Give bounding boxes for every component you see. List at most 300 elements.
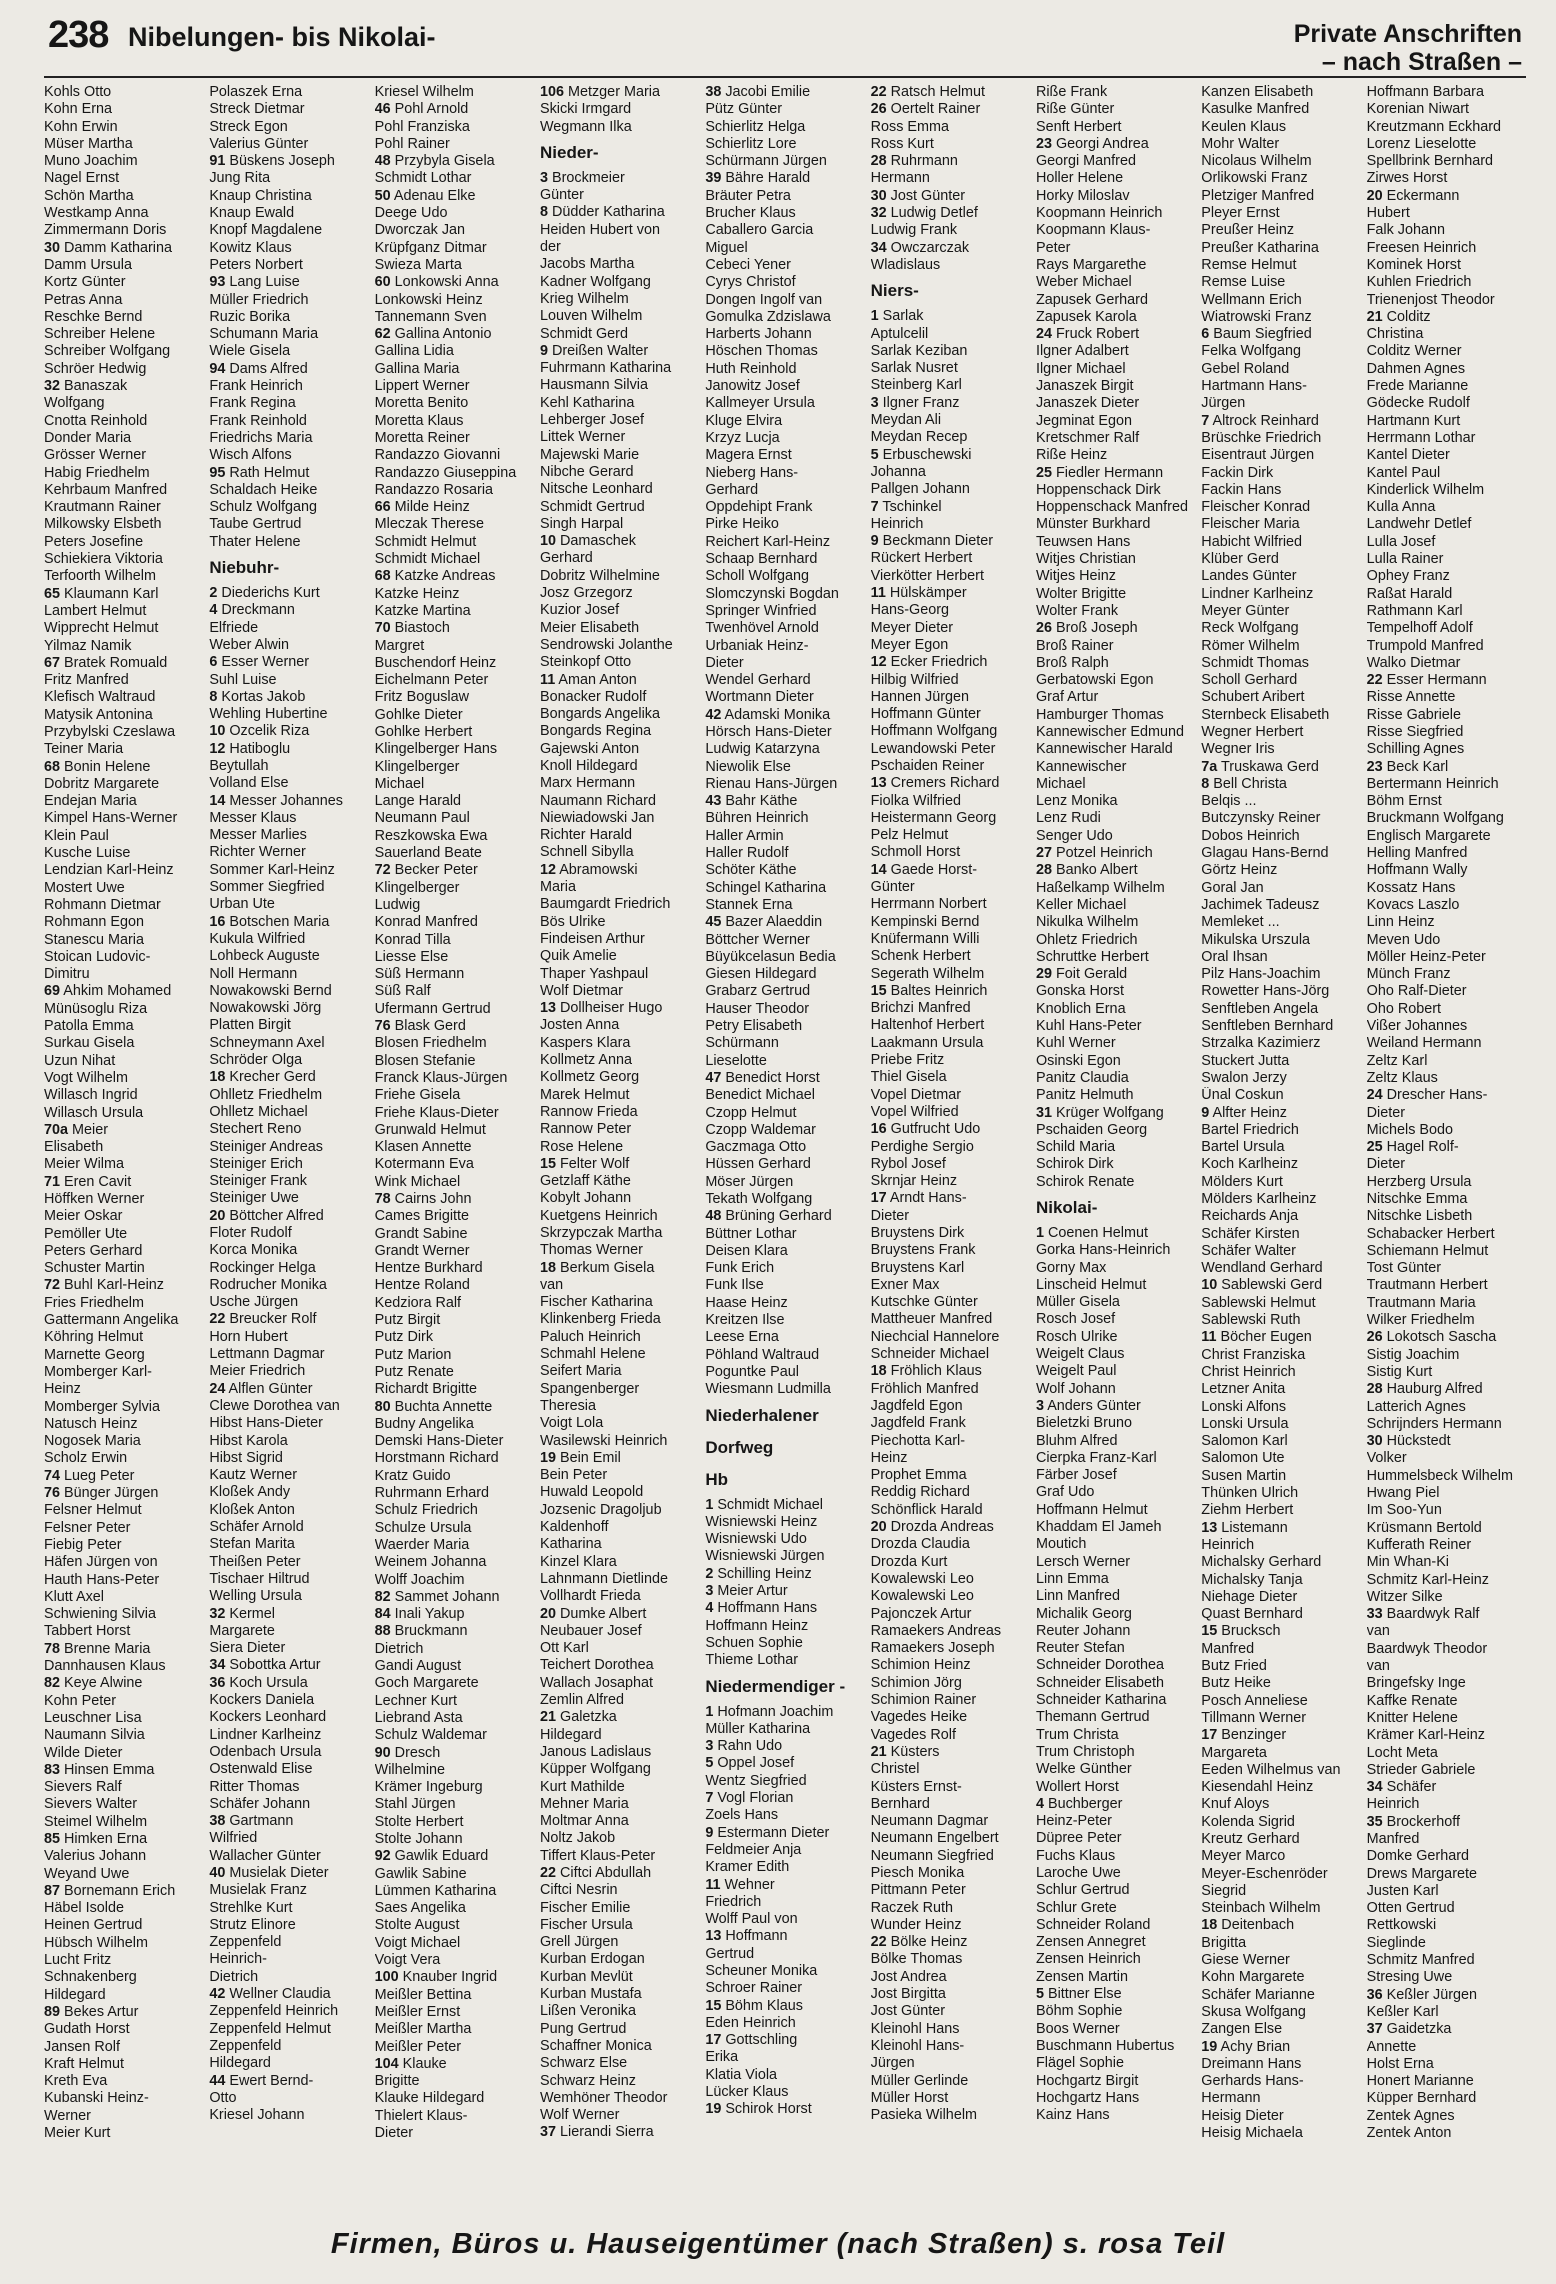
resident-entry: Mölders Kurt [1201, 1173, 1283, 1190]
resident-entry: Schwiening Silvia [44, 1606, 156, 1623]
resident-entry: 42 Adamski Monika [705, 706, 831, 723]
resident-entry: Putz Renate [374, 1363, 454, 1380]
resident-entry: 1 Coenen Helmut [1035, 1225, 1148, 1241]
resident-entry: Heiden Hubert von [539, 221, 660, 238]
resident-entry: Kohn Margarete [1201, 1969, 1305, 1986]
resident-entry: 50 Adenau Elke [374, 187, 476, 204]
resident-entry: Blosen Friedhelm [374, 1035, 487, 1052]
resident-entry: Hibst Sigrid [209, 1449, 283, 1466]
resident-entry: Vogt Wilhelm [44, 1069, 128, 1086]
resident-entry: Volker [1366, 1450, 1407, 1467]
resident-entry: Kinderlick Wilhelm [1366, 481, 1485, 498]
resident-entry: Michalik Georg [1035, 1605, 1132, 1622]
resident-entry: Wink Michael [374, 1173, 461, 1190]
resident-entry: Hartmann Kurt [1366, 412, 1461, 429]
resident-entry: Konrad Manfred [374, 914, 478, 931]
resident-entry: Zensen Heinrich [1035, 1951, 1141, 1968]
resident-entry: 9 Dreißen Walter [539, 342, 649, 359]
house-number: 11 [870, 585, 886, 602]
resident-entry: Pemöller Ute [44, 1225, 128, 1242]
resident-entry: Zimmermann Doris [44, 222, 167, 239]
house-number: 12 [870, 654, 887, 671]
house-number: 5 [1035, 1986, 1044, 2003]
resident-entry: Gerhard [705, 481, 759, 498]
resident-entry: Tabbert Horst [44, 1623, 131, 1640]
resident-entry: Baumgardt Friedrich [539, 896, 671, 913]
resident-entry: Hildegard [539, 1726, 602, 1743]
resident-entry: Krüsmann Bertold [1366, 1519, 1482, 1536]
resident-entry: Schubert Aribert [1201, 689, 1305, 706]
resident-entry: Ünal Coskun [1201, 1087, 1284, 1104]
resident-entry: Butz Fried [1201, 1658, 1267, 1675]
resident-entry: Jung Rita [209, 170, 271, 187]
house-number: 69 [44, 983, 61, 1000]
resident-entry: Willasch Ursula [44, 1104, 144, 1121]
resident-entry: Peters Josefine [44, 533, 144, 550]
house-number: 37 [1366, 2021, 1383, 2038]
resident-entry: Zapusek Gerhard [1035, 291, 1148, 308]
house-number: 16 [209, 913, 226, 930]
resident-entry: van [1366, 1658, 1390, 1675]
resident-entry: Paluch Heinrich [539, 1328, 641, 1345]
resident-entry: Meier Wilma [44, 1156, 124, 1173]
resident-entry: Bruystens Frank [870, 1242, 976, 1259]
resident-entry: Gorny Max [1035, 1259, 1107, 1276]
resident-entry: 91 Büskens Joseph [209, 153, 335, 170]
resident-entry: Remse Luise [1201, 274, 1286, 291]
resident-entry: Eeden Wilhelmus van [1201, 1761, 1341, 1778]
house-number: 28 [1366, 1381, 1383, 1398]
resident-entry: 12 Hatiboglu [209, 740, 291, 757]
resident-entry: Ott Karl [539, 1640, 589, 1657]
header-rule [44, 76, 1526, 78]
resident-entry: Knoblich Erna [1035, 1000, 1126, 1017]
resident-entry: Zeppenfeld Helmut [209, 2020, 331, 2037]
resident-entry: 44 Ewert Bernd- [209, 2072, 314, 2089]
resident-entry: Haltenhof Herbert [870, 1017, 985, 1034]
resident-entry: Münch Franz [1366, 966, 1451, 983]
resident-entry: 60 Lonkowski Anna [374, 274, 499, 291]
resident-entry: Josten Anna [539, 1017, 620, 1034]
directory-column [209, 84, 373, 2202]
resident-entry: Springer Winfried [705, 602, 817, 619]
resident-entry: Schnakenberg [44, 1969, 137, 1986]
resident-entry: Mattheuer Manfred [870, 1311, 993, 1328]
resident-entry: Pütz Günter [705, 101, 783, 118]
resident-entry: Färber Josef [1035, 1467, 1117, 1484]
resident-entry: Schmidt Lothar [374, 170, 472, 187]
resident-entry: Randazzo Rosaria [374, 481, 494, 498]
resident-entry: Dieter [1366, 1104, 1406, 1121]
resident-entry: van [1366, 1623, 1390, 1640]
resident-entry: Petry Elisabeth [705, 1018, 803, 1035]
resident-entry: Bruystens Karl [870, 1259, 965, 1276]
resident-entry: Bongards Angelika [539, 706, 660, 723]
resident-entry: Keller Michael [1035, 896, 1127, 913]
resident-entry: Nitsche Leonhard [539, 481, 653, 498]
house-number: 1 [1035, 1225, 1044, 1241]
resident-entry: Zentek Anton [1366, 2125, 1452, 2142]
resident-entry: Schmidt Michael [374, 551, 481, 568]
resident-entry: Getzlaff Käthe [539, 1173, 631, 1190]
resident-entry: 14 Gaede Horst- [870, 861, 978, 878]
resident-entry: Littek Werner [539, 429, 626, 446]
resident-entry: 72 Becker Peter [374, 862, 478, 879]
house-number: 1 [705, 1703, 714, 1720]
resident-entry: Müller Katharina [705, 1720, 811, 1737]
resident-entry: Lenz Monika [1035, 793, 1118, 810]
resident-entry: Laakmann Ursula [870, 1034, 984, 1051]
resident-entry: Wellmann Erich [1201, 291, 1302, 308]
resident-entry: Schirok Dirk [1035, 1156, 1114, 1173]
resident-entry: Sauerland Beate [374, 845, 482, 862]
resident-entry: 14 Messer Johannes [209, 792, 343, 809]
resident-entry: Sarlak Keziban [870, 342, 968, 359]
house-number: 3 [705, 1583, 714, 1600]
house-number: 62 [374, 326, 391, 343]
house-number: 30 [1366, 1433, 1383, 1450]
resident-entry: 48 Brüning Gerhard [705, 1208, 832, 1225]
resident-entry: Liebrand Asta [374, 1709, 463, 1726]
resident-entry: Gerbatowski Egon [1035, 672, 1154, 689]
house-number: 32 [209, 1605, 226, 1622]
resident-entry: Hartmann Hans- [1201, 378, 1307, 395]
resident-entry: Süß Hermann [374, 966, 465, 983]
resident-entry: Kohn Erna [44, 101, 113, 118]
resident-entry: Bös Ulrike [539, 913, 606, 930]
house-number: 22 [1366, 672, 1383, 689]
resident-entry: 30 Hückstedt [1366, 1433, 1451, 1450]
resident-entry: Ciftci Nesrin [539, 1882, 618, 1899]
house-number: 92 [374, 1848, 391, 1865]
resident-entry: Wemhöner Theodor [539, 2089, 668, 2106]
resident-entry: Trautmann Maria [1366, 1294, 1476, 1311]
resident-entry: Segerath Wilhelm [870, 965, 985, 982]
resident-entry: Usche Jürgen [209, 1294, 299, 1311]
resident-entry: Haller Rudolf [705, 845, 789, 862]
resident-entry: 30 Jost Günter [870, 187, 966, 204]
resident-entry: Valerius Johann [44, 1848, 147, 1865]
resident-entry: 25 Hagel Rolf- [1366, 1139, 1459, 1156]
resident-entry: 4 Hoffmann Hans [705, 1600, 818, 1617]
resident-entry: Dobritz Margarete [44, 775, 160, 792]
resident-entry: 1 Hofmann Joachim [705, 1703, 834, 1720]
house-number: 32 [870, 205, 887, 222]
resident-entry: Steimel Wilhelm [44, 1813, 148, 1830]
resident-entry: Neubauer Josef [539, 1622, 642, 1639]
resident-entry: Seifert Maria [539, 1363, 622, 1380]
house-number: 47 [705, 1069, 722, 1086]
resident-entry: Zemlin Alfred [539, 1692, 624, 1709]
resident-entry: Nogosek Maria [44, 1433, 141, 1450]
resident-entry: Wegner Iris [1201, 741, 1275, 758]
resident-entry: Sistig Joachim [1366, 1346, 1460, 1363]
resident-entry: 18 Fröhlich Klaus [870, 1363, 982, 1380]
resident-entry: Patolla Emma [44, 1018, 134, 1035]
resident-entry: Kautz Werner [209, 1467, 298, 1484]
resident-entry: Kowalewski Leo [870, 1570, 974, 1587]
resident-entry: 32 Kermel [209, 1605, 275, 1622]
resident-entry: Taube Gertrud [209, 516, 302, 533]
house-number: 16 [870, 1121, 887, 1138]
resident-entry: Schabacker Herbert [1366, 1225, 1495, 1242]
house-number: 28 [870, 153, 887, 170]
house-number: 37 [539, 2124, 556, 2141]
resident-entry: Hans-Georg [870, 602, 950, 619]
resident-entry: 32 Ludwig Detlef [870, 205, 978, 222]
resident-entry: Kiesendahl Heinz [1201, 1779, 1314, 1796]
resident-entry: 38 Gartmann [209, 1813, 294, 1830]
resident-entry: Posch Anneliese [1201, 1692, 1308, 1709]
resident-entry: Bruckmann Wolfgang [1366, 810, 1504, 827]
resident-entry: Lange Harald [374, 793, 462, 810]
resident-entry: Skrnjar Heinz [870, 1173, 958, 1190]
house-number: 23 [1366, 758, 1383, 775]
resident-entry: Richter Werner [209, 844, 306, 861]
house-number: 9 [1201, 1104, 1210, 1121]
resident-entry: Voigt Vera [374, 1952, 441, 1969]
resident-entry: Kantel Paul [1366, 464, 1441, 481]
house-number: 33 [1366, 1606, 1383, 1623]
resident-entry: Fackin Hans [1201, 481, 1282, 498]
resident-entry: Koch Karlheinz [1201, 1156, 1299, 1173]
resident-entry: Kurban Erdogan [539, 1951, 645, 1968]
resident-entry: 45 Bazer Alaeddin [705, 914, 823, 931]
resident-entry: 13 Cremers Richard [870, 775, 1000, 792]
resident-entry: 11 Wehner [705, 1876, 775, 1893]
resident-entry: Georgi Manfred [1035, 153, 1136, 170]
resident-entry: Ohlletz Michael [209, 1103, 308, 1120]
resident-entry: Grabarz Gertrud [705, 983, 811, 1000]
house-number: 22 [870, 1934, 887, 1951]
resident-entry: Gomulka Zdzislawa [705, 308, 831, 325]
house-number: 34 [209, 1657, 226, 1674]
resident-entry: Kollmetz Anna [539, 1052, 632, 1069]
resident-entry: Keulen Klaus [1201, 118, 1287, 135]
resident-entry: Glagau Hans-Bernd [1201, 845, 1329, 862]
resident-entry: Reuter Johann [1035, 1622, 1131, 1639]
resident-entry: Lücker Klaus [705, 2084, 789, 2101]
resident-entry: Höschen Thomas [705, 343, 818, 360]
resident-entry: Schenk Herbert [870, 948, 971, 965]
resident-entry: Richter Harald [539, 827, 632, 844]
house-number: 8 [209, 688, 218, 705]
resident-entry: Ramaekers Andreas [870, 1622, 1002, 1639]
resident-entry: Oppdehipt Frank [705, 499, 813, 516]
resident-entry: Meißler Ernst [374, 2003, 461, 2020]
resident-entry: Klutt Axel [44, 1588, 104, 1605]
resident-entry: Preußer Katharina [1201, 239, 1319, 256]
resident-entry: 15 Böhm Klaus [705, 1997, 803, 2014]
resident-entry: Gallina Lidia [374, 343, 454, 360]
resident-entry: 84 Inali Yakup [374, 1606, 465, 1623]
resident-entry: 3 Anders Günter [1035, 1397, 1141, 1414]
resident-entry: Riße Frank [1035, 84, 1108, 100]
resident-entry: Schwarz Heinz [539, 2072, 636, 2089]
resident-entry: Herzberg Ursula [1366, 1173, 1472, 1190]
resident-entry: Jozsenic Dragoljub [539, 1501, 662, 1518]
resident-entry: Stolte Herbert [374, 1813, 464, 1830]
resident-entry: Peter [1035, 239, 1071, 256]
house-number: 66 [374, 499, 391, 516]
house-number: 35 [1366, 1813, 1383, 1830]
resident-entry: Günter [539, 187, 584, 204]
resident-entry: Huth Reinhold [705, 360, 797, 377]
resident-entry: Exner Max [870, 1276, 940, 1293]
resident-entry: Thiel Gisela [870, 1069, 947, 1086]
resident-entry: Ostenwald Elise [209, 1761, 313, 1778]
resident-entry: Kufferath Reiner [1366, 1536, 1472, 1553]
resident-entry: Goral Jan [1201, 879, 1264, 896]
house-number: 1 [705, 1496, 714, 1513]
resident-entry: Hoffmann Helmut [1035, 1501, 1148, 1518]
resident-entry: Klingelberger [374, 758, 460, 775]
resident-entry: Stresing Uwe [1366, 1969, 1453, 1986]
resident-entry: Brüschke Friedrich [1201, 429, 1322, 446]
resident-entry: 19 Schirok Horst [705, 2101, 812, 2118]
resident-entry: Laroche Uwe [1035, 1864, 1121, 1881]
resident-entry: Rannow Frieda [539, 1103, 638, 1120]
resident-entry: 11 Böcher Eugen [1201, 1329, 1312, 1346]
resident-entry: Stanescu Maria [44, 931, 144, 948]
resident-entry: Meyer Dieter [870, 619, 954, 636]
resident-entry: Schlur Gertrud [1035, 1882, 1130, 1899]
resident-entry: Gohlke Dieter [374, 706, 463, 723]
resident-entry: Jansen Rolf [44, 2038, 120, 2055]
house-number: 26 [1366, 1329, 1383, 1346]
house-number: 25 [1366, 1139, 1383, 1156]
house-number: 74 [44, 1467, 61, 1484]
house-number: 10 [1201, 1277, 1218, 1294]
house-number: 22 [539, 1864, 556, 1881]
resident-entry: Josz Grzegorz [539, 585, 633, 602]
resident-entry: Schulz Wolfgang [209, 499, 318, 516]
resident-entry: Moretta Reiner [374, 429, 470, 446]
house-number: 26 [870, 101, 887, 118]
resident-entry: Habicht Wilfried [1201, 533, 1303, 550]
house-number: 9 [539, 342, 548, 359]
resident-entry: Schreiber Wolfgang [44, 343, 171, 360]
directory-column [44, 84, 208, 2202]
resident-entry: Schild Maria [1035, 1139, 1116, 1156]
resident-entry: 17 Arndt Hans- [870, 1190, 967, 1207]
resident-entry: Fuhrmann Katharina [539, 360, 672, 377]
resident-entry: Raczek Ruth [870, 1899, 954, 1916]
resident-entry: Heisig Michaela [1201, 2125, 1303, 2142]
resident-entry: Marx Hermann [539, 775, 636, 792]
resident-entry: Tempelhoff Adolf [1366, 620, 1473, 637]
resident-entry: Pelz Helmut [870, 827, 949, 844]
resident-entry: Knuf Aloys [1201, 1796, 1270, 1813]
resident-entry: Rohmann Dietmar [44, 896, 161, 913]
resident-entry: Cierpka Franz-Karl [1035, 1449, 1157, 1466]
resident-entry: Kleinohl Hans [870, 2020, 960, 2037]
resident-entry: Kuhl Werner [1035, 1035, 1116, 1052]
resident-entry: 24 Alflen Günter [209, 1380, 313, 1397]
resident-entry: Kraft Helmut [44, 2055, 124, 2072]
house-number: 4 [209, 602, 218, 619]
resident-entry: Rückert Herbert [870, 550, 973, 567]
house-number: 20 [209, 1207, 226, 1224]
resident-entry: Lonkowski Heinz [374, 291, 483, 308]
resident-entry: Schiekiera Viktoria [44, 551, 163, 568]
resident-entry: Janaszek Birgit [1035, 378, 1134, 395]
resident-entry: Büyükcelasun Bedia [705, 948, 836, 965]
resident-entry: 94 Dams Alfred [209, 360, 308, 377]
resident-entry: Brichzi Manfred [870, 1000, 971, 1017]
resident-entry: 3 Brockmeier [539, 169, 625, 186]
resident-entry: Nowakowski Jörg [209, 1000, 322, 1017]
resident-entry: Trum Christoph [1035, 1743, 1135, 1760]
resident-entry: Deisen Klara [705, 1242, 788, 1259]
resident-entry: Kantel Dieter [1366, 447, 1450, 464]
resident-entry: Janous Ladislaus [539, 1743, 652, 1760]
resident-entry: 2 Schilling Heinz [705, 1565, 812, 1582]
resident-entry: 37 Lierandi Sierra [539, 2124, 654, 2141]
resident-entry: Fiebig Peter [44, 1536, 122, 1553]
resident-entry: Fröhlich Manfred [870, 1380, 979, 1397]
resident-entry: Scholl Wolfgang [705, 568, 810, 585]
resident-entry: Gaczmaga Otto [705, 1139, 807, 1156]
resident-entry: Böhm Sophie [1035, 2003, 1123, 2020]
resident-entry: Wolf Johann [1035, 1380, 1116, 1397]
resident-entry: Wolff Paul von [705, 1911, 798, 1928]
resident-entry: Prophet Emma [870, 1467, 967, 1484]
resident-entry: Ludwig [374, 896, 421, 913]
resident-entry: Kloßek Anton [209, 1501, 295, 1518]
resident-entry: Panitz Claudia [1035, 1069, 1129, 1086]
house-number: 100 [374, 1969, 399, 1986]
resident-entry: Senft Herbert [1035, 118, 1122, 135]
directory-column [1036, 84, 1200, 2202]
resident-entry: Höffken Werner [44, 1191, 145, 1207]
resident-entry: Lulla Josef [1366, 533, 1436, 550]
resident-entry: Korenian Niwart [1366, 101, 1470, 118]
house-number: 6 [1201, 326, 1210, 343]
resident-entry: Dobos Heinrich [1201, 827, 1300, 844]
directory-column [540, 84, 704, 2202]
resident-entry: Lippert Werner [374, 378, 470, 395]
resident-entry: Haßelkamp Wilhelm [1035, 879, 1165, 896]
resident-entry: 18 Krecher Gerd [209, 1069, 316, 1086]
resident-entry: Scholz Erwin [44, 1450, 128, 1467]
house-number: 32 [44, 378, 61, 395]
resident-entry: Niewolik Else [705, 758, 791, 775]
house-number: 2 [209, 585, 218, 602]
resident-entry: Kohn Erwin [44, 118, 118, 135]
resident-entry: Schneider Katharina [1035, 1692, 1167, 1709]
house-number: 21 [539, 1709, 556, 1726]
resident-entry: Steinberg Karl [870, 377, 962, 394]
resident-entry: Heinrich- [209, 1951, 267, 1968]
resident-entry: Kutschke Günter [870, 1294, 978, 1311]
resident-entry: Wiesmann Ludmilla [705, 1381, 831, 1398]
resident-entry: Lechner Kurt [374, 1692, 458, 1709]
resident-entry: Osinski Egon [1035, 1052, 1121, 1069]
resident-entry: 1 Sarlak [870, 308, 924, 325]
resident-entry: Nagel Ernst [44, 170, 120, 187]
house-number: 21 [1366, 308, 1383, 325]
house-number: 17 [870, 1190, 887, 1207]
resident-entry: Keßler Karl [1366, 2003, 1439, 2020]
resident-entry: Kurban Mevlüt [539, 1968, 633, 1985]
resident-entry: Endejan Maria [44, 793, 137, 810]
resident-entry: der [539, 239, 561, 256]
resident-entry: Nicolaus Wilhelm [1201, 153, 1312, 170]
resident-entry: Michael [1035, 775, 1086, 792]
house-number: 19 [1201, 2038, 1218, 2055]
house-number: 68 [374, 568, 391, 585]
